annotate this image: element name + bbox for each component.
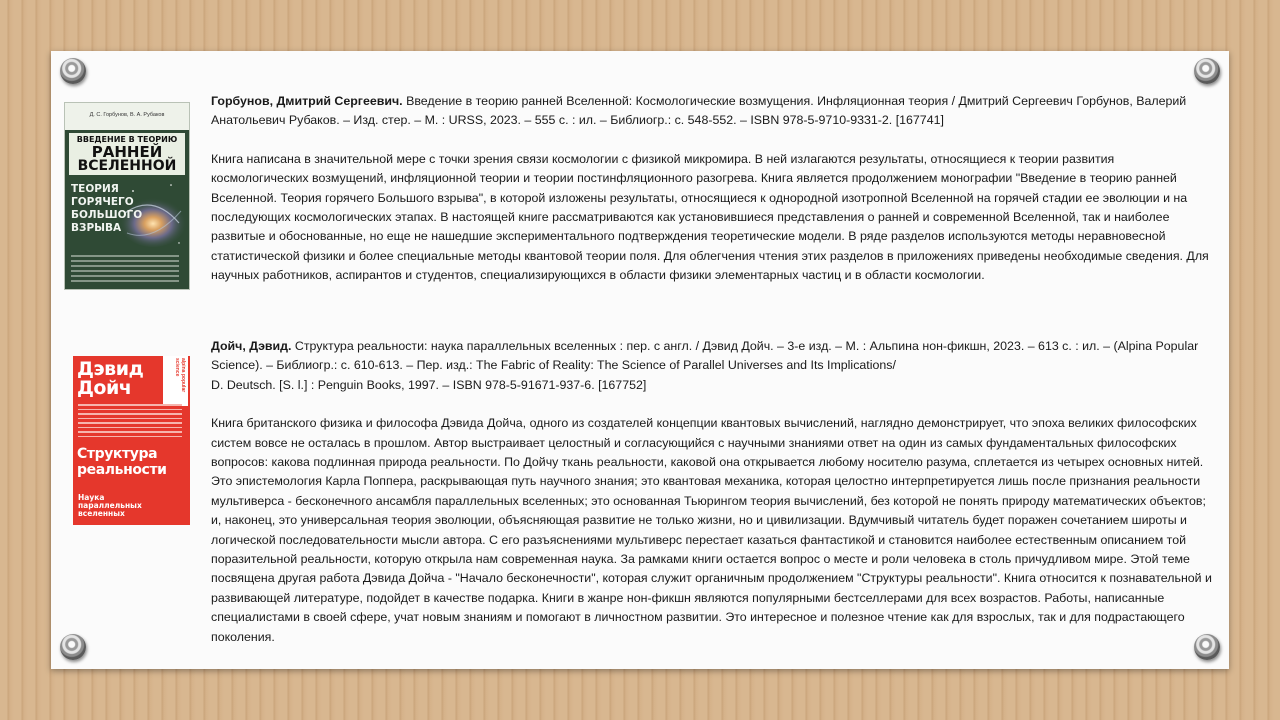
author-name: Дойч, Дэвид.	[211, 339, 292, 353]
book-entry	[211, 92, 1215, 286]
citation-text: Введение в теорию ранней Вселенной: Космологические возмущения. Инфляционная теория / Дмитрий Сергеевич Горбунов, Валерий Анатольевич Рубаков. – Изд. стер. – М. : URSS, 2023. – 555 с. : ил. – Библиогр.: с. 548-552. – ISBN 978-5-9710-9331-2. [167741]	[211, 94, 1187, 128]
cover-subtitle-line: параллельных	[78, 501, 142, 510]
cover-title-line: ВВЕДЕНИЕ В ТЕОРИЮ	[76, 135, 178, 144]
cover-title	[69, 133, 185, 175]
book-cover-deutsch[interactable]	[73, 356, 190, 525]
citation	[211, 92, 1215, 131]
pushpin-icon	[60, 58, 86, 84]
cover-title	[77, 446, 186, 478]
annotation: Книга британского физика и философа Дэвида Дойча, одного из создателей концепции квантовых вычислений, наглядно демонстрирует, что эпоха великих философских систем вовсе не осталась в прошлом. Автор выстраивает целостный и согласующийся с научными знаниями ответ на один из самых фундаментальных философских вопросов: какова подлинная природа реальности. По Дойчу ткань реальности, каковой она открывается любому носителю разума, сплетается из четырех основных нитей. Это эпистемология Карла Поппера, раскрывающая путь научного знания; это квантовая механика, которая целостно интерпретируется лишь после признания реальности мультиверса - бесконечного ансамбля параллельных вселенных; это основанная Тьюрингом теория вычислений, без которой не понять природу математических объектов; и, наконец, это универсальная теория эволюции, объясняющая развитие не только жизни, но и цивилизации. Вдумчивый читатель будет поражен сочетанием широты и логической последовательности мысли автора. С его разъяснениями мультиверс перестает казаться фантастикой и становится наиболее естественным описанием той поразительной реальности, которую открыла нам современная наука. За рамками книги остается вопрос о месте и роли человека в столь причудливом мире. Этой теме посвящена другая работа Дэвида Дойча - "Начало бесконечности", которая служит органичным продолжением "Структуры реальности". Книга относится к познавательной и развивающей литературе, подойдет в качестве подарка. Книги в жанре нон-фикшн являются популярными бестселлерами для всех возрастов. Работы, написанные специалистами в своей сфере, учат новым знаниям и помогают в личностном развитии. Это интересное и полезное чтение как для взрослых, так и для подрастающего поколения.	[211, 416, 1212, 644]
cover-title-line: реальности	[77, 462, 167, 478]
cover-subtitle-line: Наука	[78, 493, 105, 502]
cover-title-line: РАННЕЙ	[91, 143, 163, 161]
citation-continued: D. Deutsch. [S. l.] : Penguin Books, 1997. – ISBN 978-5-91671-937-6. [167752]	[211, 377, 647, 392]
cover-author-line: Дэвид	[77, 358, 144, 380]
annotation: Книга написана в значительной мере с точки зрения связи космологии с физикой микромира. В ней излагаются результаты, относящиеся к теории развития космологических возмущений, инфляционной теории и теории постинфляционного разогрева. Книга является продолжением монографии "Введение в теорию ранней Вселенной. Теория горячего Большого взрыва", в которой изложены результаты, относящиеся к однородной изотропной Вселенной на горячей стадии ее эволюции и на последующих космологических этапах. В настоящей книге рассматриваются как установившиеся представления о ранней и современной Вселенной, так и наиболее развитые и обоснованные, но еще не нашедшие экспериментального подтверждения теоретические модели. В ряде разделов используются методы неравновесной статистической физики и более специальные методы квантовой теории поля. Для облегчения чтения этих разделов в приложениях приведены необходимые сведения. Для научных работников, аспирантов и студентов, специализирующихся в области физики элементарных частиц и в области космологии.	[211, 151, 1209, 283]
cover-subtitle-line: вселенных	[78, 509, 125, 518]
cover-author-line: Дойч	[77, 377, 132, 399]
cover-blurb-lines	[78, 404, 182, 440]
pushpin-icon	[1194, 58, 1220, 84]
cover-authors: Д. С. Горбунов, В. А. Рубаков	[89, 112, 165, 118]
book-cover-gorbunov[interactable]	[64, 102, 190, 290]
cover-subtitle: ТЕОРИЯ ГОРЯЧЕГО БОЛЬШОГО ВЗРЫВА	[71, 183, 143, 234]
cover-blurb-lines	[71, 255, 179, 285]
author-name: Горбунов, Дмитрий Сергеевич.	[211, 94, 403, 108]
citation-text: Структура реальности: наука параллельных вселенных : пер. с англ. / Дэвид Дойч. – 3-е изд. – М. : Альпина нон-фикшн, 2023. – 613 с. : ил. – (Alpina Popular Science). – Библиогр.: с. 610-613. – Пер. изд.: The Fabric of Reality: The Science of Parallel Universes and Its Implications/	[211, 339, 1199, 373]
citation	[211, 337, 1215, 376]
cover-title-line: ВСЕЛЕННОЙ	[77, 158, 177, 174]
cover-author	[77, 360, 143, 398]
cover-subtitle	[78, 494, 142, 518]
cover-title-line: Структура	[77, 446, 158, 462]
publisher-badge: alpina popular science	[163, 356, 188, 406]
book-entry	[211, 337, 1215, 647]
pushpin-icon	[60, 634, 86, 660]
